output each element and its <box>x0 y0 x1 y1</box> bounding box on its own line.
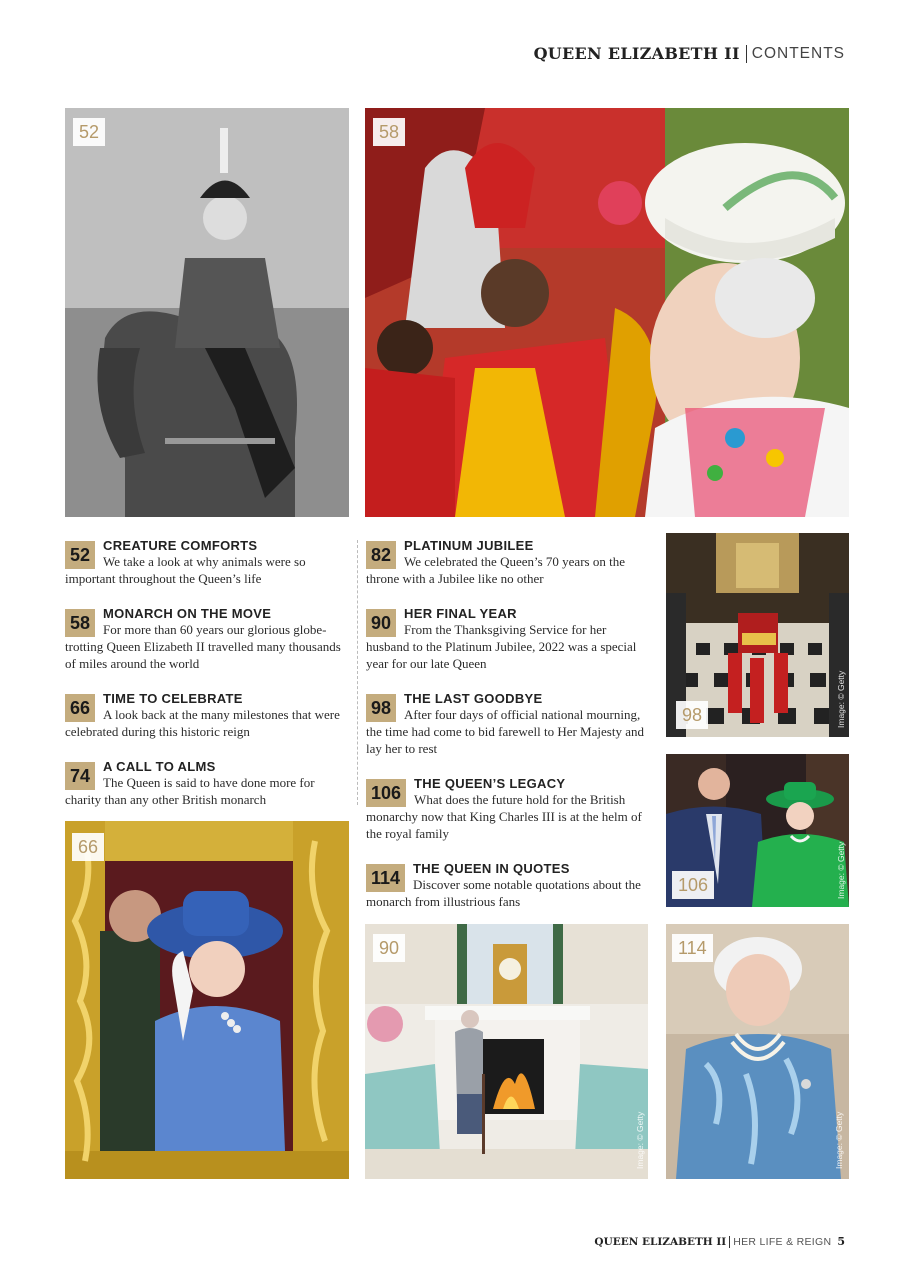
photo-114-credit: Image: © Getty <box>834 1111 844 1169</box>
entry-description: After four days of official national mourning, the time had come to bid farewell to Her Majesty and lay her to rest <box>366 707 644 756</box>
photo-58-travel[interactable] <box>365 108 849 517</box>
page-header <box>534 44 845 63</box>
page-footer <box>594 1235 845 1248</box>
entry-description: Discover some notable quotations about the monarch from illustrious fans <box>366 877 641 909</box>
entry-title: THE QUEEN IN QUOTES <box>413 861 570 876</box>
section-title: CONTENTS <box>751 44 845 62</box>
photo-58-illustration <box>365 108 849 517</box>
contents-entry-90[interactable] <box>366 606 651 672</box>
entry-description: From the Thanksgiving Service for her husband to the Platinum Jubilee, 2022 was a special year for our late Queen <box>366 622 637 671</box>
photo-106-badge: 106 <box>672 871 714 899</box>
footer-magazine-title: QUEEN ELIZABETH II <box>594 1235 727 1248</box>
photo-52-illustration <box>65 108 349 517</box>
photo-98-funeral[interactable] <box>666 533 849 737</box>
magazine-title: QUEEN ELIZABETH II <box>533 44 740 63</box>
entry-description: For more than 60 years our glorious globe-trotting Queen Elizabeth II travelled many thousands of miles around the world <box>65 622 341 671</box>
photo-90-illustration <box>365 924 648 1179</box>
photo-114-quotes[interactable] <box>666 924 849 1179</box>
photo-106-legacy[interactable] <box>666 754 849 907</box>
entry-title: PLATINUM JUBILEE <box>404 538 534 553</box>
contents-entry-106[interactable] <box>366 776 651 842</box>
entry-title: THE QUEEN’S LEGACY <box>414 776 566 791</box>
header-divider <box>746 45 747 63</box>
photo-58-badge: 58 <box>373 118 405 146</box>
contents-entry-58[interactable] <box>65 606 350 672</box>
entry-description: We celebrated the Queen’s 70 years on the throne with a Jubilee like no other <box>366 554 625 586</box>
entry-page-number: 58 <box>65 609 95 637</box>
contents-entry-114[interactable] <box>366 861 651 910</box>
entry-page-number: 82 <box>366 541 396 569</box>
photo-114-illustration <box>666 924 849 1179</box>
photo-66-celebration[interactable] <box>65 821 349 1179</box>
entry-page-number: 106 <box>366 779 406 807</box>
entry-title: A CALL TO ALMS <box>103 759 216 774</box>
photo-52-badge: 52 <box>73 118 105 146</box>
entry-description: The Queen is said to have done more for charity than any other British monarch <box>65 775 315 807</box>
entry-title: THE LAST GOODBYE <box>404 691 543 706</box>
footer-divider <box>729 1236 730 1248</box>
photo-66-illustration <box>65 821 349 1179</box>
photo-106-credit: Image: © Getty <box>836 841 846 899</box>
photo-66-badge: 66 <box>72 833 104 861</box>
photo-98-credit: Image: © Getty <box>836 670 846 728</box>
page-number: 5 <box>837 1235 845 1248</box>
entry-description: What does the future hold for the British monarchy now that King Charles III is at the helm of the royal family <box>366 792 642 841</box>
entry-page-number: 114 <box>366 864 405 892</box>
photo-90-badge: 90 <box>373 934 405 962</box>
photo-52-horse[interactable] <box>65 108 349 517</box>
entry-page-number: 74 <box>65 762 95 790</box>
contents-entry-98[interactable] <box>366 691 651 757</box>
contents-entry-52[interactable] <box>65 538 350 587</box>
entry-page-number: 98 <box>366 694 396 722</box>
photo-90-credit: Image: © Getty <box>635 1111 645 1169</box>
entry-title: TIME TO CELEBRATE <box>103 691 243 706</box>
entry-title: MONARCH ON THE MOVE <box>103 606 272 621</box>
column-divider <box>357 540 358 805</box>
entry-page-number: 52 <box>65 541 95 569</box>
entry-page-number: 90 <box>366 609 396 637</box>
contents-entry-66[interactable] <box>65 691 350 740</box>
footer-section: HER LIFE & REIGN <box>733 1235 832 1248</box>
entry-description: We take a look at why animals were so important throughout the Queen’s life <box>65 554 306 586</box>
entry-page-number: 66 <box>65 694 95 722</box>
photo-114-badge: 114 <box>672 934 713 962</box>
entry-title: HER FINAL YEAR <box>404 606 517 621</box>
contents-entry-74[interactable] <box>65 759 350 808</box>
entry-description: A look back at the many milestones that were celebrated during this historic reign <box>65 707 340 739</box>
contents-entry-82[interactable] <box>366 538 651 587</box>
photo-98-badge: 98 <box>676 701 708 729</box>
photo-90-final-year[interactable] <box>365 924 648 1179</box>
entry-title: CREATURE COMFORTS <box>103 538 258 553</box>
